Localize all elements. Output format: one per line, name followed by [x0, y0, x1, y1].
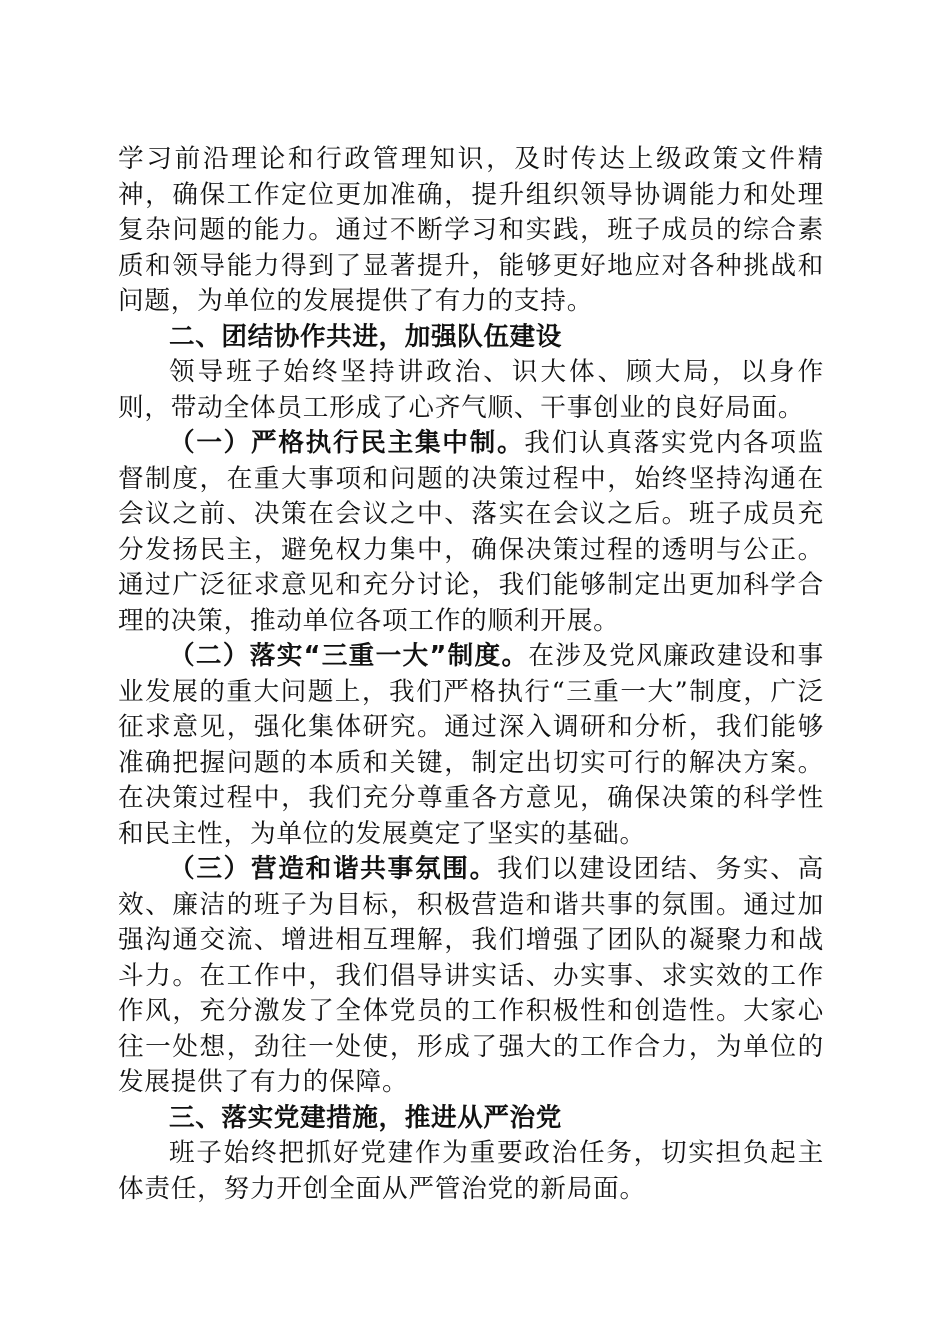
item-1-lead: （一）严格执行民主集中制。	[169, 428, 525, 458]
item-2-lead: （二）落实“三重一大”制度。	[169, 641, 529, 671]
item-1-paragraph	[118, 426, 824, 639]
item-3-paragraph	[118, 852, 824, 1101]
item-3-lead: （三）营造和谐共事氛围。	[169, 854, 497, 884]
item-2-text: 在涉及党风廉政建设和事业发展的重大问题上，我们严格执行“三重一大”制度，广泛征求意见，强化集体研究。通过深入调研和分析，我们能够准确把握问题的本质和关键，制定出切实可行的解决方案。在决策过程中，我们充分尊重各方意见，确保决策的科学性和民主性，为单位的发展奠定了坚实的基础。	[118, 641, 824, 849]
section-3-heading: 三、落实党建措施，推进从严治党	[169, 1102, 562, 1133]
section-2-heading: 二、团结协作共进，加强队伍建设	[169, 321, 562, 352]
section-3-intro: 班子始终把抓好党建作为重要政治任务，切实担负起主体责任，努力开创全面从严管治党的新局面。	[118, 1138, 824, 1204]
section-2-intro: 领导班子始终坚持讲政治、识大体、顾大局，以身作则，带动全体员工形成了心齐气顺、干事创业的良好局面。	[118, 357, 824, 423]
item-3-text: 我们以建设团结、务实、高效、廉洁的班子为目标，积极营造和谐共事的氛围。通过加强沟通交流、增进相互理解，我们增强了团队的凝聚力和战斗力。在工作中，我们倡导讲实话、办实事、求实效的工作作风，充分激发了全体党员的工作积极性和创造性。大家心往一处想，劲往一处使，形成了强大的工作合力，为单位的发展提供了有力的保障。	[118, 854, 824, 1097]
item-1-text: 我们认真落实党内各项监督制度，在重大事项和问题的决策过程中，始终坚持沟通在会议之前、决策在会议之中、落实在会议之后。班子成员充分发扬民主，避免权力集中，确保决策过程的透明与公正。通过广泛征求意见和充分讨论，我们能够制定出更加科学合理的决策，推动单位各项工作的顺利开展。	[118, 428, 824, 636]
document-page	[118, 142, 824, 1207]
intro-paragraph: 学习前沿理论和行政管理知识，及时传达上级政策文件精神，确保工作定位更加准确，提升组织领导协调能力和处理复杂问题的能力。通过不断学习和实践，班子成员的综合素质和领导能力得到了显著提升，能够更好地应对各种挑战和问题，为单位的发展提供了有力的支持。	[118, 144, 824, 316]
item-2-paragraph	[118, 639, 824, 852]
